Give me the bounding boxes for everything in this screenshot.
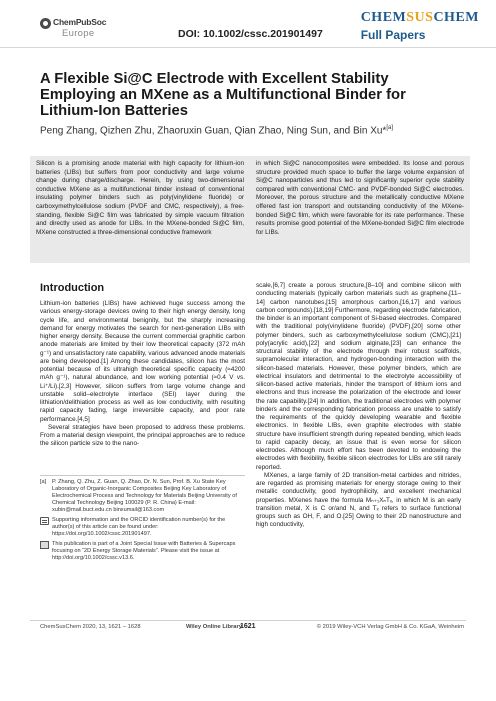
abstract-right-column: in which Si@C nanocomposites were embedded. Its loose and porous structure provided much space to buffer the large volume expansion of Si@C nanoparticles and thus led to significantly superior cycle stability compared with conventional CMC- and PVDF-bonded Si@C electrodes. Moreover, the porous structure and the metallically conductive MXene offered fast ion transport and outstanding conductivity of the MXene-bonded Si@C film, which were favorable for its rate performance. These results promise good potential of the MXene-bonded Si@C film electrode for LIBs. <box>256 160 464 236</box>
author-affiliation-marker: [a] <box>386 125 393 131</box>
supporting-info-icon <box>40 517 49 525</box>
publisher-logo-icon <box>40 18 51 29</box>
journal-name-part1: CHEM <box>360 10 407 25</box>
author-list <box>40 125 470 136</box>
affiliation-tag: [a] <box>40 479 47 485</box>
body-right-column <box>256 282 461 530</box>
special-issue-note <box>40 541 245 562</box>
special-issue-text[interactable]: This publication is part of a Joint Special Issue with Batteries & Supercaps focusing on “2D Energy Storage Materials”. Please visit the issue at http://doi.org/10.1002/cssc.v13.6. <box>52 541 236 561</box>
footnote-block <box>40 479 245 562</box>
section-label: Full Papers <box>360 28 426 42</box>
journal-masthead <box>361 10 479 42</box>
publisher-name: ChemPubSoc <box>53 17 107 27</box>
page-number: 1621 <box>240 623 256 630</box>
intro-paragraph-2: Several strategies have been proposed to address these problems. From a material design viewpoint, the principal approaches are to reduce the silicon particle size to the nano- <box>40 423 245 448</box>
abstract-left-column: Silicon is a promising anode material with high capacity for lithium-ion batteries (LIBs) but suffers from poor conductivity and large volume change during charge/discharge. Herein, by using two-dimensional conductive MXene as a multifunctional binder instead of conventional insulating polymer binders such as poly(vinylidene fluoride) or carboxymethylcellulose sodium (PVDF and CMC, respectively), a free-standing, flexible Si@C film was fabricated by simple vacuum filtration and directly used as anode for LIBs. In the MXene-bonded Si@C film, MXene constructed a three-dimensional conductive framework <box>36 160 244 236</box>
journal-name-part3: CHEM <box>433 10 479 25</box>
footer-library-link[interactable]: Wiley Online Library <box>186 624 242 630</box>
publisher-logo <box>40 16 110 46</box>
intro-paragraph-4: MXenes, a large family of 2D transition-metal carbides and nitrides, are regarded as promising materials for energy storage owing to their metallic conductivity, good hydrophilicity, and excellent mechanical properties. MXenes have the formula Mₙ₊₁XₙTₓ, in which M is an early transition metal, X is C or/and N, and Tₓ refers to surface functional groups such as OH, F, and O.[25] Owing to their 2D nanostructure and high conductivity, <box>256 471 461 529</box>
affiliation-note <box>40 479 245 514</box>
author-names: Peng Zhang, Qizhen Zhu, Zhaoruxin Guan, Qian Zhao, Ning Sun, and Bin Xu* <box>40 125 387 137</box>
abstract-box <box>30 156 470 263</box>
supporting-info-text[interactable]: Supporting information and the ORCID identification number(s) for the author(s) of this article can be found under: https://doi.org/10.1002/cssc.201901497. <box>52 517 226 537</box>
affiliation-text: P. Zhang, Q. Zhu, Z. Guan, Q. Zhao, Dr. N. Sun, Prof. B. Xu State Key Laboratory of Organic-Inorganic Composites Beijing Key Laboratory of Electrochemical Process and Technology for Materials Beijing University of Chemical Technology Beijing 100029 (P. R. China) E-mail: xubin@mail.buct.edu.cn binxumail@163.com <box>52 479 237 513</box>
footer-copyright: © 2019 Wiley-VCH Verlag GmbH & Co. KGaA, Weinheim <box>316 624 464 630</box>
footer-divider <box>30 620 466 621</box>
header-divider <box>0 47 496 48</box>
body-left-column <box>40 300 245 449</box>
special-issue-icon <box>40 541 49 549</box>
footer-citation: ChemSusChem 2020, 13, 1621 – 1628 <box>40 624 141 630</box>
publisher-region: Europe <box>62 28 95 39</box>
journal-name <box>361 10 479 26</box>
intro-paragraph-1: Lithium-ion batteries (LIBs) have achieved huge success among the various energy-storage devices owing to their high energy density, long cycle life, and environmental benignity, but the sharply increasing demand for energy motivates the search for next-generation LIBs with higher energy density. Because the current commercial graphitic carbon anode materials are limited by their low theoretical capacity (372 mAh g⁻¹) and unsatisfactory rate capability, various advanced anode materials are being developed.[1] Among these candidates, silicon has the most potential because of its ultrahigh theoretical specific capacity (≈4200 mAh g⁻¹), natural abundance, and low working potential (≈0.4 V vs. Li⁺/Li).[2,3] However, silicon suffers from large volume change and unstable solid–electrolyte interface (SEI) layer during the lithiation/delithiation process as well as low conductivity, with resulting rapid capacity fading, large irreversible capacity, and poor rate performance.[4,5] <box>40 300 245 423</box>
intro-paragraph-3: scale,[6,7] create a porous structure,[8–10] and combine silicon with conducting materials (typically carbon materials such as graphene,[11–14] carbon nanotubes,[15] amorphous carbon,[16,17] and various carbon compounds).[18,19] Furthermore, regarding electrode fabrication, the binder is an important component of Si-based electrodes. Compared with the traditional poly(vinylidene fluoride) (PVDF),[20] some other polymer binders, such as carboxymethylcellulose sodium (CMC),[21] poly(acrylic acid),[22] and sodium alginate,[23] can enhance the structural stability of the electrode through their robust scaffolds, supramolecular interaction, and hydrogen-bonding interaction with the silicon-based materials. However, these polymer binders, which are electrical insulators and detrimental to the electrolyte accessibility of silicon-based active materials, hinder the transport of lithium ions and electrons and thus increase the polarization of the electrode and lower the rate capability.[24] In addition, the traditional electrodes with polymer binders and the corresponding fabrication process are unable to satisfy the requirements of the quickly developing wearable and flexible electronics. In flexible LIBs, even graphite electrodes with stable structure have insufficient strength during repeated bending, which leads to rapid capacity decay, an issue that is even worse for silicon electrodes. Although much effort has been devoted to endowing the electrodes with flexibility, flexible silicon electrodes for LIBs are still rarely reported. <box>256 282 461 471</box>
footnote-divider <box>40 475 245 476</box>
journal-name-part2: SUS <box>406 10 434 25</box>
article-title: A Flexible Si@C Electrode with Excellent Stability Employing an MXene as a Multifunctional Binder for Lithium-Ion Batteries <box>40 71 406 119</box>
doi-label[interactable]: DOI: 10.1002/cssc.201901497 <box>178 28 323 40</box>
introduction-heading: Introduction <box>40 282 105 294</box>
supporting-info-note <box>40 517 245 538</box>
